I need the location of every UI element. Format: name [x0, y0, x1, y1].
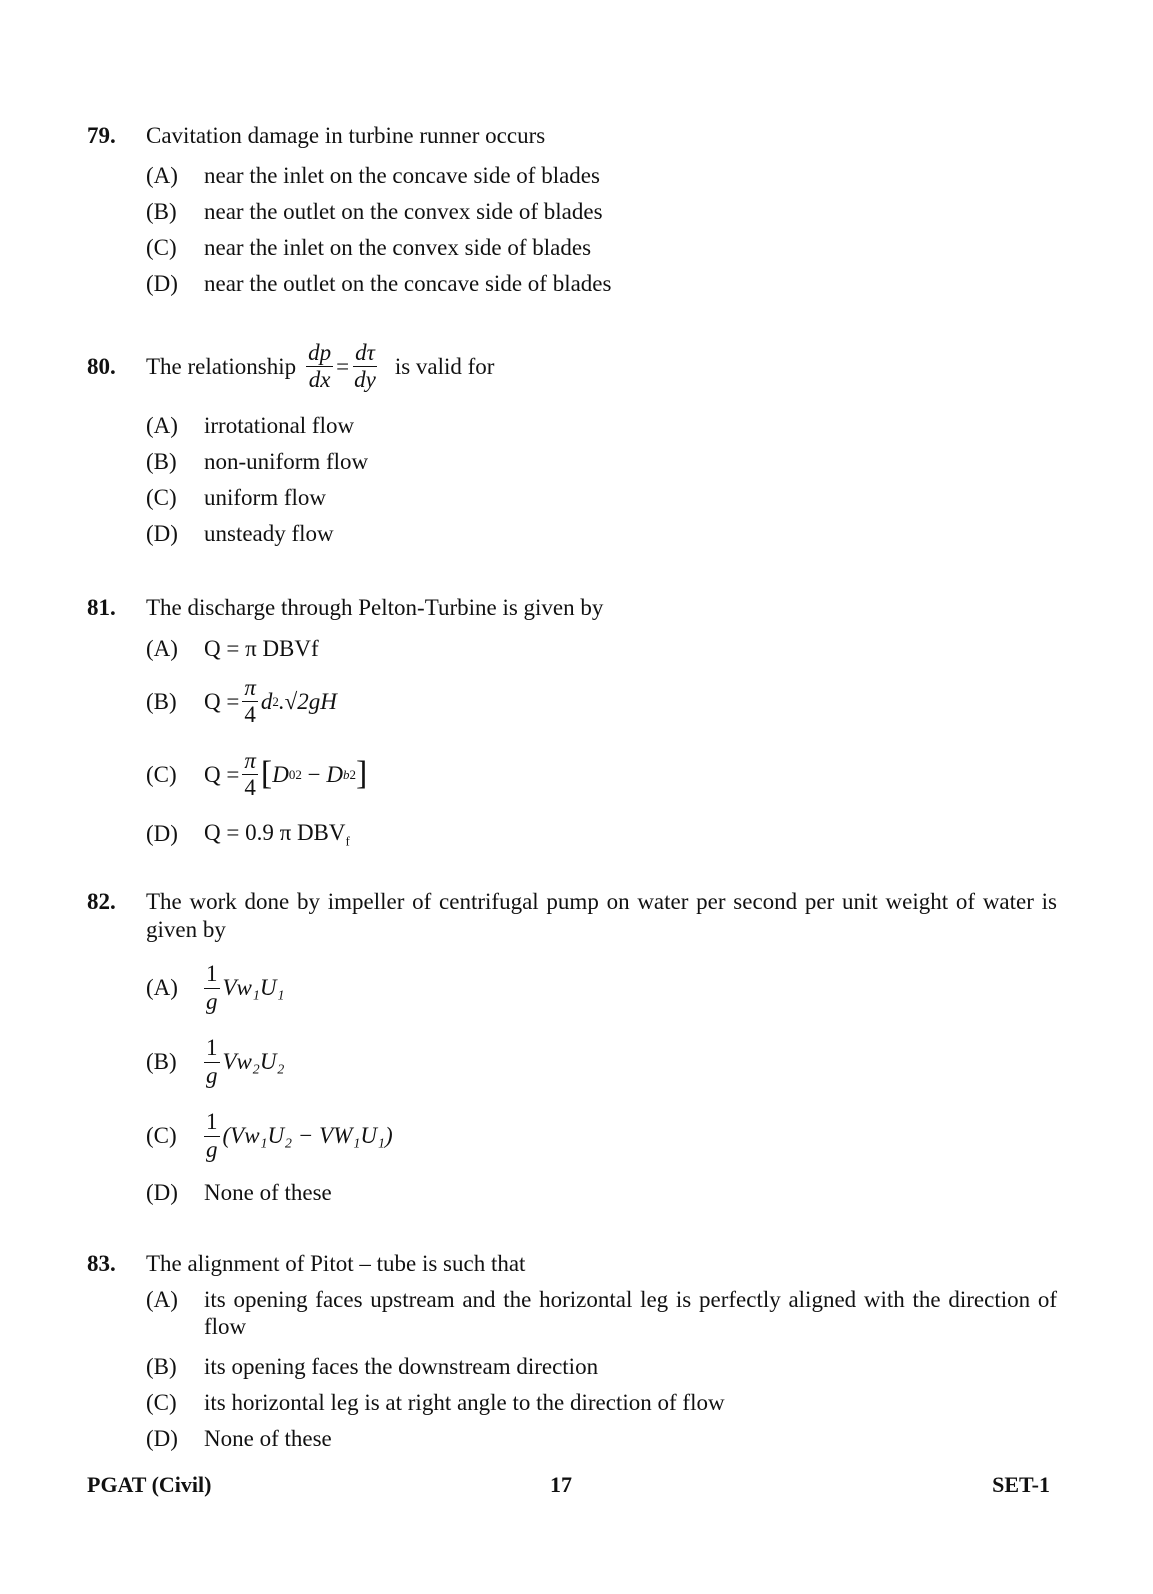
question-text: The alignment of Pitot – tube is such that: [146, 1251, 526, 1276]
option-label: (C): [146, 234, 177, 260]
question-text: The work done by impeller of centrifugal pump on water per second per unit weight of water is given by: [146, 889, 1057, 942]
option-label: (D): [146, 820, 178, 846]
fraction-denominator: dy: [354, 367, 376, 393]
option-label: (D): [146, 270, 178, 296]
question-text: Cavitation damage in turbine runner occurs: [146, 123, 546, 148]
option-a: [146, 408, 1057, 444]
option-text: None of these: [204, 1180, 332, 1206]
option-label: (A): [146, 162, 178, 188]
option-label: (A): [146, 975, 178, 1001]
question-number: 83.: [87, 1251, 116, 1276]
formula-minus: −: [301, 761, 327, 787]
question-text-before: The relationship: [146, 354, 297, 380]
option-label: (B): [146, 1049, 177, 1075]
option-label: (B): [146, 1353, 177, 1379]
option-c: [146, 480, 1057, 516]
option-d: [146, 266, 1057, 302]
option-label: (A): [146, 635, 178, 661]
option-text: Q = π DBVf: [204, 635, 319, 661]
formula-body: (Vw₁U₂ − VW₁U₁): [222, 1123, 393, 1149]
formula-prefix: Q =: [204, 688, 240, 714]
question-81: [87, 594, 1057, 854]
footer-set: SET-1: [992, 1472, 1050, 1497]
option-b: [146, 194, 1057, 230]
question-text: The discharge through Pelton-Turbine is given by: [146, 595, 604, 620]
option-c: [146, 736, 1057, 814]
fraction-numerator: π: [242, 748, 258, 775]
option-label: (C): [146, 485, 177, 511]
footer-exam-name: PGAT (Civil): [87, 1472, 212, 1497]
question-82: [87, 888, 1057, 1213]
formula-rest: .√2gH: [278, 688, 337, 714]
option-label: (B): [146, 449, 177, 475]
formula-prefix: Q =: [204, 761, 240, 787]
question-number: 79.: [87, 123, 116, 148]
question-79: [87, 122, 1057, 302]
fraction-denominator: g: [206, 988, 218, 1014]
option-label: (C): [146, 761, 177, 787]
question-text-after: is valid for: [394, 354, 495, 380]
fraction-denominator: g: [206, 1062, 218, 1088]
option-text: near the inlet on the convex side of blades: [204, 234, 592, 260]
option-text: near the outlet on the concave side of blades: [204, 270, 612, 296]
option-formula: [204, 675, 1057, 729]
option-formula: [204, 1109, 1057, 1163]
option-b: [146, 668, 1057, 736]
term-1: D: [272, 761, 289, 787]
question-text: [146, 340, 1057, 394]
option-label: (A): [146, 1286, 178, 1312]
option-text-main: Q = 0.9 π DBV: [204, 819, 346, 845]
option-d: [146, 814, 1057, 854]
option-a: [146, 1286, 1057, 1341]
fraction-denominator: g: [206, 1136, 218, 1162]
option-text: [204, 819, 1057, 849]
bracket-close: ]: [355, 755, 368, 793]
option-text: unsteady flow: [204, 521, 334, 547]
term-2-superscript: 2: [349, 766, 356, 782]
option-text: irrotational flow: [204, 413, 355, 439]
option-label: (D): [146, 1425, 178, 1451]
fraction-denominator: dx: [308, 367, 331, 393]
fraction-numerator: 1: [204, 961, 220, 988]
fraction-denominator: 4: [244, 775, 256, 801]
option-c: [146, 230, 1057, 266]
formula-body: Vw₂U₂: [222, 1049, 285, 1075]
formula-fraction: [242, 675, 258, 729]
option-label: (D): [146, 521, 178, 547]
option-a: [146, 951, 1057, 1025]
term-1-subscript: 0: [288, 766, 296, 782]
fraction-denominator: 4: [244, 702, 256, 728]
formula-dtau-dy: [352, 340, 378, 394]
option-c: [146, 1385, 1057, 1421]
option-label: (B): [146, 198, 177, 224]
question-83: [87, 1250, 1057, 1457]
formula-fraction: [242, 748, 258, 802]
formula-dp-dx: [306, 340, 333, 394]
option-d: [146, 1421, 1057, 1457]
option-b: [146, 1025, 1057, 1099]
option-b: [146, 1349, 1057, 1385]
option-formula: [204, 1035, 1057, 1089]
option-formula: [204, 961, 1057, 1015]
option-a: [146, 630, 1057, 668]
term-2-subscript: b: [342, 766, 350, 782]
question-80: [87, 340, 1057, 552]
option-text: near the inlet on the concave side of blades: [204, 162, 600, 188]
option-text: uniform flow: [204, 485, 327, 511]
bracket-open: [: [260, 755, 273, 793]
option-text: non-uniform flow: [204, 449, 369, 475]
fraction-numerator: π: [242, 675, 258, 702]
term-2: D: [326, 761, 343, 787]
footer-page-number: 17: [550, 1472, 572, 1497]
option-label: (D): [146, 1180, 178, 1206]
option-a: [146, 158, 1057, 194]
fraction-numerator: 1: [204, 1109, 220, 1136]
option-text: None of these: [204, 1425, 332, 1451]
option-formula: [204, 748, 1057, 802]
option-text: its opening faces upstream and the horizontal leg is perfectly aligned with the direction of flow: [204, 1286, 1057, 1340]
term-1-superscript: 2: [295, 766, 302, 782]
formula-equals: =: [336, 354, 350, 380]
fraction-numerator: 1: [204, 1035, 220, 1062]
formula-fraction: [204, 1109, 220, 1163]
question-number: 80.: [87, 354, 116, 380]
fraction-numerator: dp: [306, 340, 333, 367]
option-text: its horizontal leg is at right angle to the direction of flow: [204, 1389, 725, 1415]
option-text: near the outlet on the convex side of blades: [204, 198, 603, 224]
option-text: its opening faces the downstream direction: [204, 1353, 599, 1379]
fraction-numerator: dτ: [353, 340, 377, 367]
option-d: [146, 516, 1057, 552]
formula-fraction: [204, 961, 220, 1015]
question-number: 81.: [87, 595, 116, 620]
option-label: (A): [146, 413, 178, 439]
option-b: [146, 444, 1057, 480]
formula-body: d: [260, 688, 273, 714]
option-label: (C): [146, 1123, 177, 1149]
question-number: 82.: [87, 889, 116, 914]
option-c: [146, 1099, 1057, 1173]
formula-superscript: 2: [272, 693, 279, 709]
option-label: (B): [146, 688, 177, 714]
formula-fraction: [204, 1035, 220, 1089]
option-text-subscript: f: [345, 833, 350, 849]
option-label: (C): [146, 1389, 177, 1415]
formula-body: Vw₁U₁: [222, 975, 285, 1001]
option-d: [146, 1173, 1057, 1213]
